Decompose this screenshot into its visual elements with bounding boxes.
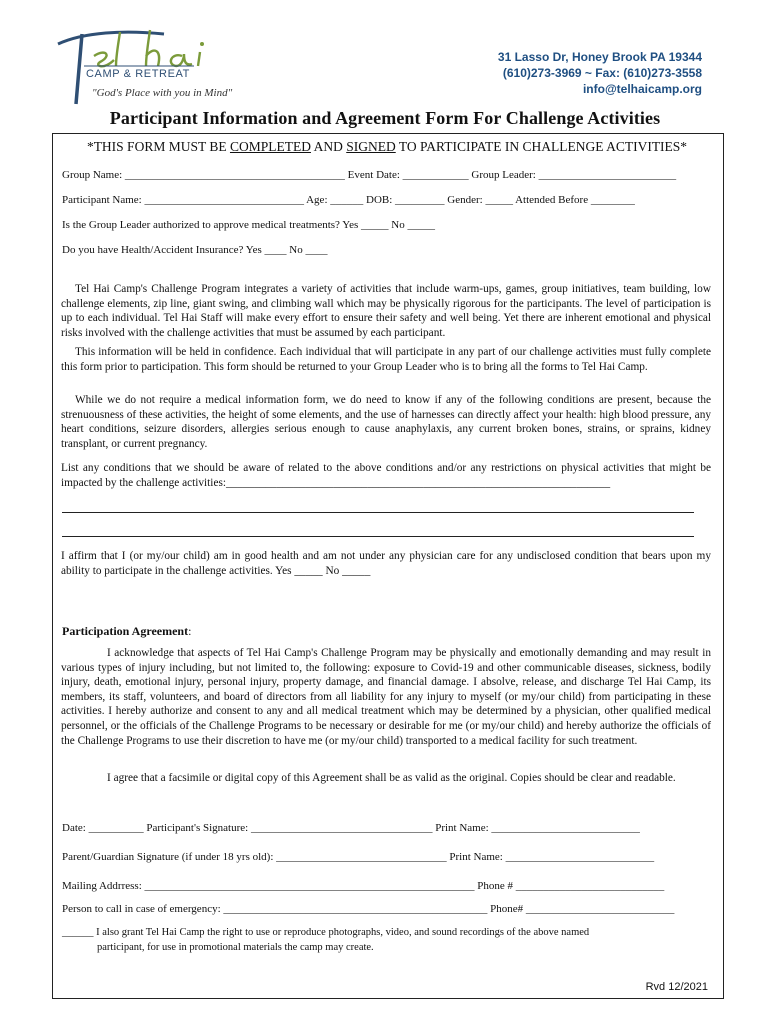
notice-middle: AND bbox=[310, 139, 347, 154]
logo-tagline: "God's Place with you in Mind" bbox=[92, 87, 233, 99]
media-consent-line-2: participant, for use in promotional materials the camp may create. bbox=[97, 942, 374, 953]
camp-email[interactable]: info@telhaicamp.org bbox=[582, 82, 702, 96]
agreement-copy-paragraph: I agree that a facsimile or digital copy of this Agreement shall be as valid as the original. Copies should be clear and readable. bbox=[107, 772, 676, 784]
notice-prefix: *THIS FORM MUST BE bbox=[86, 139, 230, 154]
guardian-signature-line[interactable]: Parent/Guardian Signature (if under 18 yrs old): _______________________________ Print Name: ___________________________ bbox=[62, 851, 655, 863]
media-consent[interactable] bbox=[62, 925, 682, 955]
form-notice bbox=[52, 139, 722, 155]
revision-date: Rvd 12/2021 bbox=[645, 981, 708, 993]
confidentiality-paragraph: This information will be held in confidence. Each individual that will participate in any part of our challenge activities must fully complete this form prior to participation. This form should be returned to your Group Leader who is to bring all the forms to Tel Hai Camp. bbox=[61, 346, 711, 373]
conditions-extra-line-2[interactable] bbox=[62, 536, 694, 537]
agreement-heading-text: Participation Agreement bbox=[62, 624, 189, 638]
agreement-release-paragraph: I acknowledge that aspects of Tel Hai Camp's Challenge Program may be physically and emotionally demanding and may result in various types of injury including, but not limited to, the following: exposure to Covid-19 and other communicable diseases, sickness, bodily injury, death, emotional injury, personal injury, property damage, and financial damage. I absolve, release, and discharge Tel Hai Camp, its members, its staff, volunteers, and board of directors from all liability for any injury to myself (or my/our child) from participating in these activities. I hereby authorize and consent to any and all medical treatment which may be determined by a physician, other qualified medical personnel, or the officials of the Challenge Programs to be necessary or desirable for me (or my/our child) and hereby authorize the officials of the Challenge Programs to use their discretion to have me (or my/our child) transported to a medical facility for such treatment. bbox=[61, 647, 711, 747]
conditions-list-field[interactable]: List any conditions that we should be aware of related to the above conditions and/or any restrictions on physical activities that might be impacted by the challenge activities:____________________________________________________________________ bbox=[61, 462, 711, 489]
date-signature-line[interactable]: Date: __________ Participant's Signature: _________________________________ Print Name: ___________________________ bbox=[62, 822, 640, 834]
notice-signed: SIGNED bbox=[346, 139, 396, 154]
tel-hai-logo bbox=[54, 26, 264, 108]
agreement-heading bbox=[62, 624, 191, 639]
notice-suffix: TO PARTICIPATE IN CHALLENGE ACTIVITIES* bbox=[395, 139, 688, 154]
agreement-heading-colon: : bbox=[188, 624, 192, 638]
form-title: Participant Information and Agreement Form For Challenge Activities bbox=[109, 108, 661, 128]
camp-phones: (610)273-3969 ~ Fax: (610)273-3558 bbox=[502, 66, 702, 80]
notice-completed: COMPLETED bbox=[229, 139, 311, 154]
group-info-line[interactable]: Group Name: ________________________________________ Event Date: ____________ Group Leader: _________________________ bbox=[62, 169, 677, 181]
insurance-line[interactable]: Do you have Health/Accident Insurance? Yes ____ No ____ bbox=[62, 244, 328, 256]
mailing-address-line[interactable]: Mailing Addrress: ____________________________________________________________ Phone # ___________________________ bbox=[62, 880, 665, 892]
contact-block bbox=[498, 49, 702, 97]
media-consent-line-1[interactable]: ______ I also grant Tel Hai Camp the right to use or reproduce photographs, video, and sound recordings of the above named bbox=[62, 927, 590, 938]
participant-info-line[interactable]: Participant Name: _____________________________ Age: ______ DOB: _________ Gender: _____ Attended Before ________ bbox=[62, 194, 635, 206]
conditions-extra-line-1[interactable] bbox=[62, 512, 694, 513]
logo-subtitle: CAMP & RETREAT bbox=[86, 68, 190, 80]
emergency-contact-line[interactable]: Person to call in case of emergency: ________________________________________________ Phone# ___________________________ bbox=[62, 903, 675, 915]
camp-address: 31 Lasso Dr, Honey Brook PA 19344 bbox=[497, 50, 702, 64]
program-description: Tel Hai Camp's Challenge Program integrates a variety of activities that include warm-ups, games, group initiatives, team building, low challenge elements, zip line, giant swing, and climbing wall which may be physically rigorous for the participants. The level of participation is up to each individual. Tel Hai Staff will make every effort to ensure their safety and well being. Yet there are inherent emotional and physical risks involved with the challenge activities that must be assumed by each participant. bbox=[61, 283, 711, 339]
medical-conditions-paragraph: While we do not require a medical information form, we do need to know if any of the following conditions are present, because the strenuousness of these activities, the height of some elements, and the use of harnesses can directly affect your health: high blood pressure, any heart conditions, seizure disorders, allergies serious enough to cause anaphylaxis, any current broken bones, strains, or sprains, kidney transplant, or current pregnancy. bbox=[61, 394, 711, 450]
health-affirmation[interactable]: I affirm that I (or my/our child) am in good health and am not under any physician care for any undisclosed condition that bears upon my ability to participate in the challenge activities. Yes _____ No _____ bbox=[61, 550, 711, 577]
leader-authorization-line[interactable]: Is the Group Leader authorized to approve medical treatments? Yes _____ No _____ bbox=[62, 219, 435, 231]
